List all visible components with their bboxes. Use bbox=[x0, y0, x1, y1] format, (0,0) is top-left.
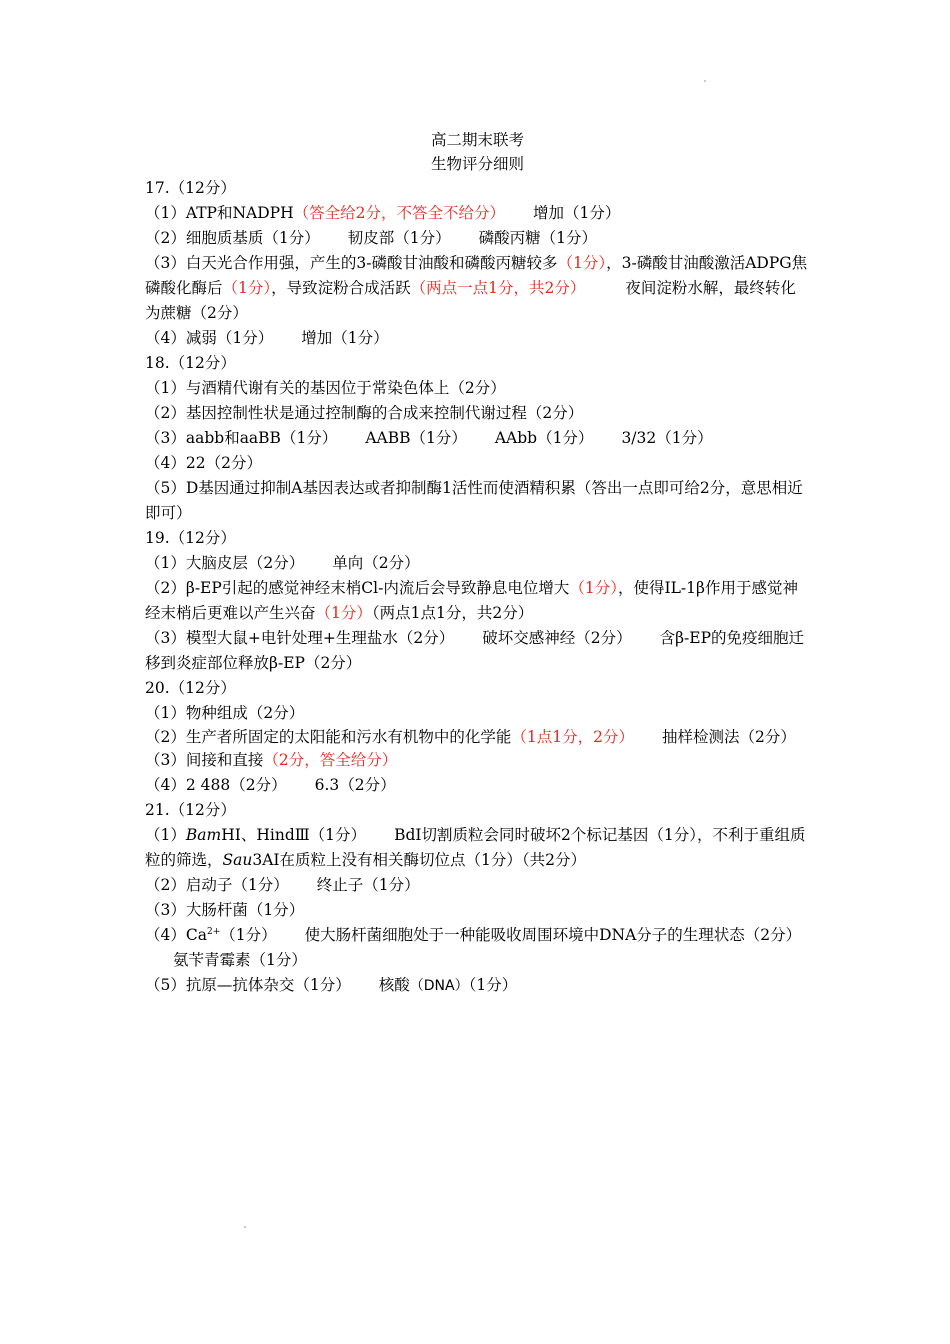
q18-part3: （3）aabb和aaBB（1分） AABB（1分） AAbb（1分） 3/32（1分） bbox=[145, 429, 713, 447]
q21-part2: （2）启动子（1分） 终止子（1分） bbox=[145, 876, 420, 894]
q17-part1: （1）ATP和NADPH（答全给2分，不答全不给分） 增加（1分） bbox=[145, 204, 621, 222]
q21-part1: （1）BamHⅠ、HindⅢ（1分） BdI切割质粒会同时破坏2个标记基因（1分），不利于重组质粒的筛选，Sau3AⅠ在质粒上没有相关酶切位点（1分）（共2分） bbox=[145, 826, 806, 869]
q20-part4: （4）2 488（2分） 6.3（2分） bbox=[145, 776, 396, 794]
q21-part4: $(4)Ca^{2+}(1$分） 使大肠杆菌细胞处于一种能吸收周围环境中DNA分子的生理状态（2分）氨苄青霉素（1分） bbox=[145, 926, 802, 969]
q18-part2: （2）基因控制性状是通过控制酶的合成来控制代谢过程（2分） bbox=[145, 404, 584, 422]
q21-part3: （3）大肠杆菌（1分） bbox=[145, 901, 305, 919]
q20-part3: （3）间接和直接（2分，答全给分） bbox=[145, 751, 398, 769]
q18-part1: （1）与酒精代谢有关的基因位于常染色体上（2分） bbox=[145, 379, 506, 397]
q20-part2: （2）生产者所固定的太阳能和污水有机物中的化学能（1点1分，2分） 抽样检测法（2分） bbox=[145, 728, 796, 746]
q19-part2: （2）β-EP引起的感觉神经末梢Cl-内流后会导致静息电位增大（1分），使得IL-1β作用于感觉神经末梢后更难以产生兴奋（1分）（两点1点1分，共2分） bbox=[145, 579, 798, 622]
q18-part4: （4）22（2分） bbox=[145, 454, 262, 472]
page-dot-bottom bbox=[244, 1226, 246, 1228]
q17-part4: （4）减弱（1分） 增加（1分） bbox=[145, 329, 389, 347]
q21-part5: （5）抗原—抗体杂交（1分） 核酸（DNA）（1分） bbox=[145, 976, 518, 994]
q20-part1: （1）物种组成（2分） bbox=[145, 704, 305, 722]
q19-heading: 19.（12分） bbox=[145, 529, 236, 547]
page-dot-top bbox=[704, 80, 706, 82]
q18-heading: 18.（12分） bbox=[145, 354, 236, 372]
q17-part2: （2）细胞质基质（1分） 韧皮部（1分） 磷酸丙糖（1分） bbox=[145, 229, 597, 247]
q19-part1: （1）大脑皮层（2分） 单向（2分） bbox=[145, 554, 420, 572]
q17-part1-note: （答全给2分，不答全不给分） bbox=[293, 204, 505, 222]
q18-part5: （5）D基因通过抑制A基因表达或者抑制酶1活性而使酒精积累（答出一点即可给2分，意思相近即可） bbox=[145, 479, 803, 522]
doc-title-subject: 生物评分细则 bbox=[430, 155, 524, 173]
doc-title-exam: 高二期末联考 bbox=[430, 131, 524, 149]
q17-heading: 17.（12分） bbox=[145, 179, 236, 197]
scoring-document bbox=[145, 128, 810, 999]
q21-heading: 21.（12分） bbox=[145, 801, 236, 819]
q19-part3: （3）模型大鼠+电针处理+生理盐水（2分） 破坏交感神经（2分） 含β-EP的免疫细胞迁移到炎症部位释放β-EP（2分） bbox=[145, 629, 805, 672]
q17-part3: （3）白天光合作用强，产生的3-磷酸甘油酸和磷酸丙糖较多（1分），3-磷酸甘油酸激活ADPG焦磷酸化酶后（1分），导致淀粉合成活跃（两点一点1分，共2分） 夜间淀粉水解，最终转化为蔗糖（2分） bbox=[145, 254, 808, 322]
q20-heading: 20.（12分） bbox=[145, 679, 236, 697]
